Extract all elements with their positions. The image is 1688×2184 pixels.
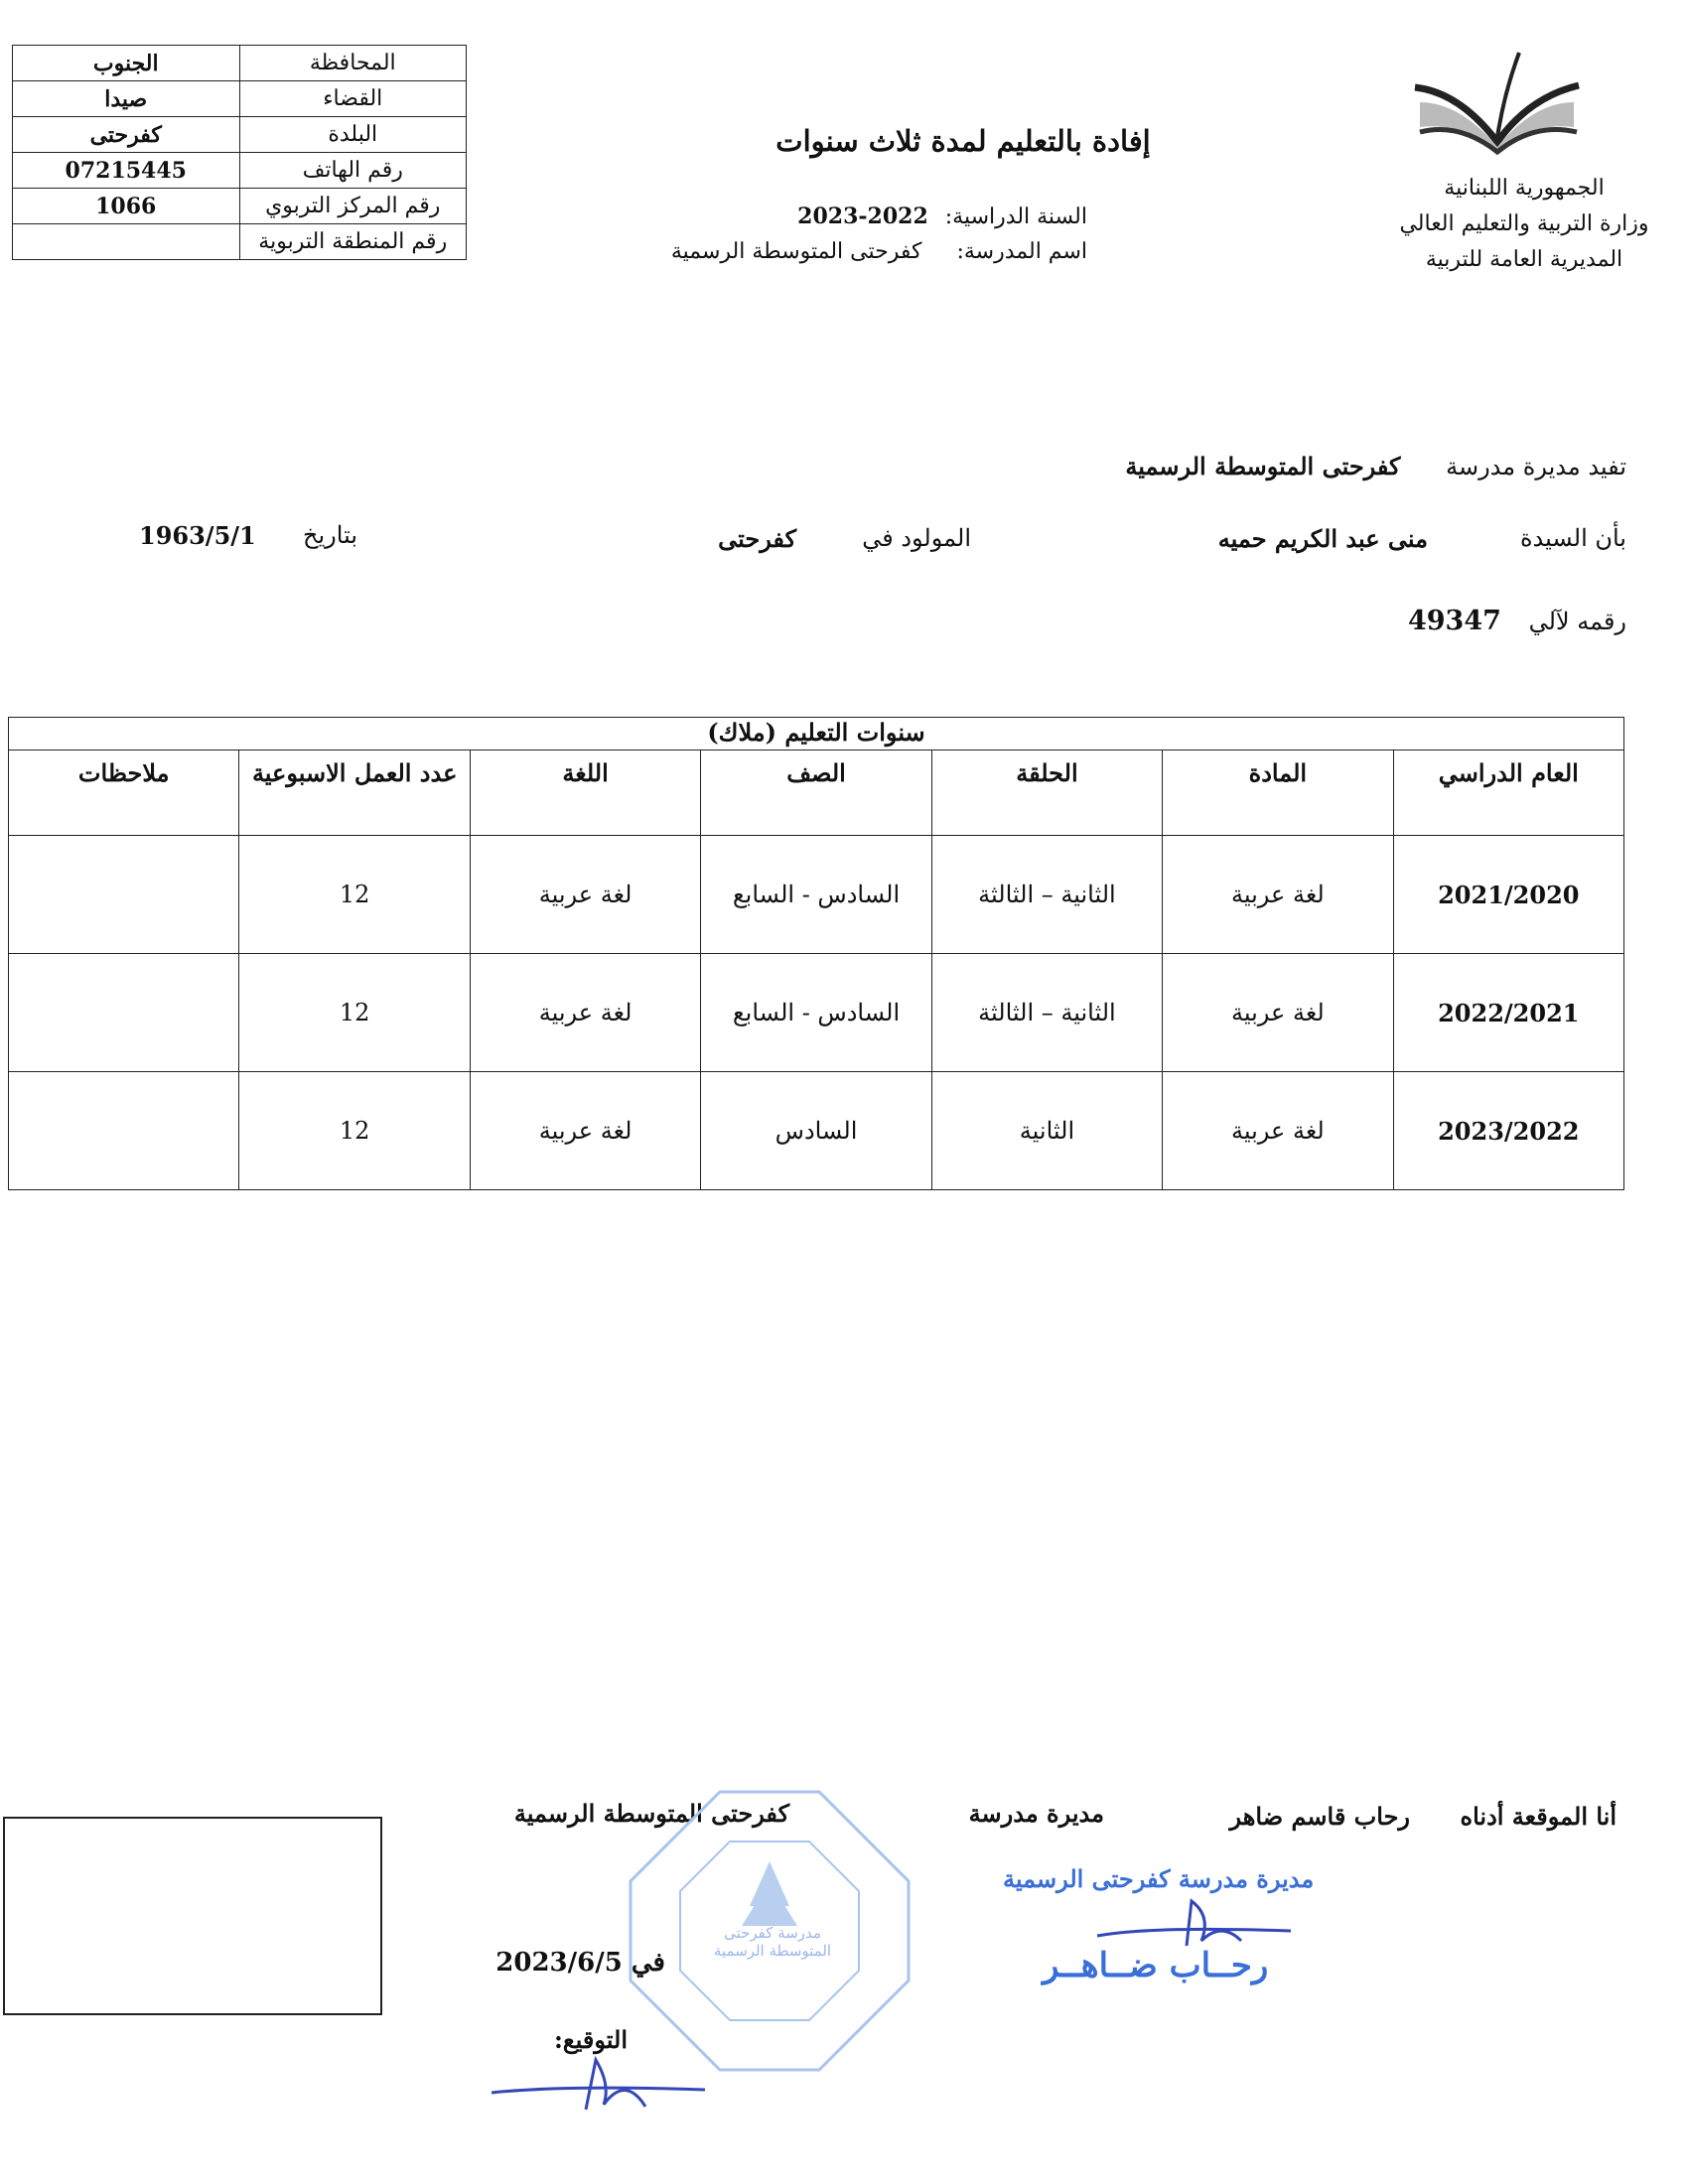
table-cell [9,1072,239,1190]
info-row [13,117,467,153]
id-value: 49347 [1407,606,1501,636]
ministry-logo-icon [1410,48,1589,157]
signature-label: التوقيع: [554,2025,628,2054]
lady-label: بأن السيدة [1519,524,1626,552]
footer-school: كفرحتى المتوسطة الرسمية [513,1799,789,1828]
table-cell: 2022/2021 [1393,954,1623,1072]
table-cell [9,836,239,954]
birth-date: 1963/5/1 [139,521,256,550]
info-row [13,189,467,224]
signer-label: أنا الموقعة أدناه [1460,1802,1617,1831]
info-value: 1066 [13,189,240,224]
seal-text: مدرسة كفرحتى المتوسطة الرسمية [713,1924,832,1960]
signature-icon [487,2055,715,2115]
date-prefix: في [631,1948,665,1978]
info-label: القضاء [239,81,467,117]
gov-line: المديرية العامة للتربية [1425,247,1623,272]
body-line-1 [1125,452,1626,480]
table-cell: السادس - السابع [701,954,931,1072]
table-cell: 12 [239,1072,470,1190]
table-cell [9,954,239,1072]
photo-box [3,1817,382,2015]
table-row [9,1072,1624,1190]
info-row [13,46,467,81]
info-value: 07215445 [13,153,240,189]
table-title: سنوات التعليم (ملاك) [9,718,1624,751]
column-header: العام الدراسي [1393,751,1623,836]
table-cell: 12 [239,836,470,954]
info-label: المحافظة [239,46,467,81]
role-label: مديرة مدرسة [968,1799,1104,1828]
info-value [13,224,240,260]
info-label: رقم المنطقة التربوية [239,224,467,260]
info-table [12,45,467,260]
school-name [671,239,1087,264]
table-cell: 2021/2020 [1393,836,1623,954]
table-cell: لغة عربية [470,954,700,1072]
director-signature-icon [1092,1896,1311,1956]
column-header: ملاحظات [9,751,239,836]
date-label: بتاريخ [303,521,357,549]
info-label: رقم المركز التربوي [239,189,467,224]
line1-label: تفيد مديرة مدرسة [1446,453,1626,480]
table-cell: 12 [239,954,470,1072]
table-cell: السادس - السابع [701,836,931,954]
info-value: صيدا [13,81,240,117]
info-row [13,224,467,260]
info-value: كفرحتى [13,117,240,153]
stamp-name: رحــاب ضــاهــر [1043,1946,1269,1985]
table-cell: 2023/2022 [1393,1072,1623,1190]
table-cell: لغة عربية [1163,1072,1393,1190]
info-label: رقم الهاتف [239,153,467,189]
info-row [13,153,467,189]
school-year [797,204,1087,229]
column-header: الصف [701,751,931,836]
info-label: البلدة [239,117,467,153]
table-cell: لغة عربية [470,836,700,954]
table-cell: الثانية – الثالثة [931,954,1162,1072]
born-place: كفرحتى [718,524,796,553]
born-label: المولود في [862,524,971,552]
year-label: السنة الدراسية: [944,205,1087,229]
stamp-title: مديرة مدرسة كفرحتى الرسمية [1003,1864,1315,1893]
id-line [1408,606,1626,636]
year-value: 2022-2023 [797,204,928,229]
info-row [13,81,467,117]
date-line [495,1948,665,1978]
table-cell: لغة عربية [1163,954,1393,1072]
column-header: المادة [1163,751,1393,836]
column-header: اللغة [470,751,700,836]
school-value: كفرحتى المتوسطة الرسمية [670,239,922,264]
line1-value: كفرحتى المتوسطة الرسمية [1125,452,1401,480]
table-cell: لغة عربية [1163,836,1393,954]
gov-line: الجمهورية اللبنانية [1444,176,1605,201]
signer-name: رحاب قاسم ضاهر [1229,1802,1410,1831]
table-row [9,954,1624,1072]
table-cell: الثانية [931,1072,1162,1190]
id-label: رقمه لآلي [1528,608,1626,635]
table-cell: لغة عربية [470,1072,700,1190]
info-value: الجنوب [13,46,240,81]
document-title: إفادة بالتعليم لمدة ثلاث سنوات [775,124,1151,158]
teaching-years-table [8,717,1624,1190]
gov-line: وزارة التربية والتعليم العالي [1399,211,1649,236]
sign-date: 2023/6/5 [495,1948,623,1978]
table-cell: السادس [701,1072,931,1190]
ministry-name [1340,171,1688,278]
lady-name: منى عبد الكريم حميه [1217,524,1428,553]
column-header: الحلقة [931,751,1162,836]
school-label: اسم المدرسة: [956,239,1087,264]
table-row [9,836,1624,954]
column-header: عدد العمل الاسبوعية [239,751,470,836]
table-cell: الثانية – الثالثة [931,836,1162,954]
